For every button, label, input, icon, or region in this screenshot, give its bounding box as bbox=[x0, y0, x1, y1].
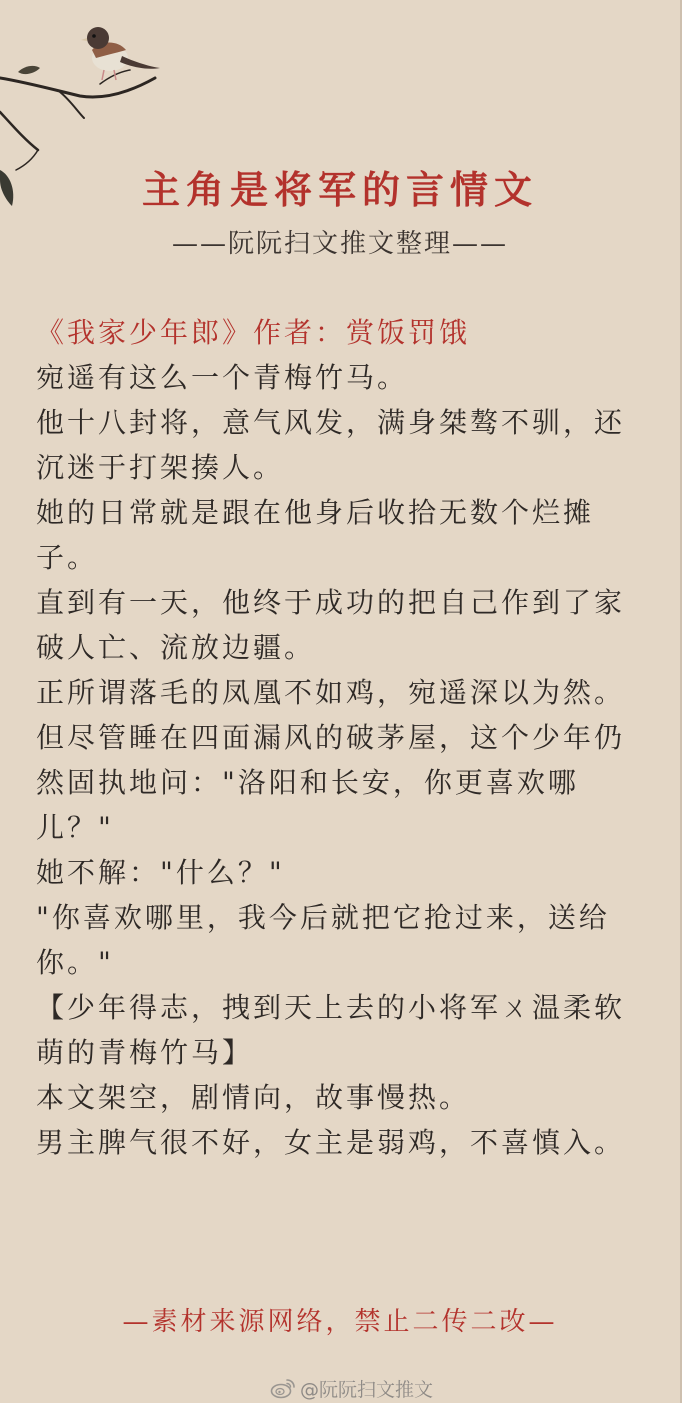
synopsis-paragraph-5: 正所谓落毛的凤凰不如鸡，宛遥深以为然。 bbox=[36, 676, 626, 709]
page-title: 主角是将军的言情文 bbox=[141, 167, 538, 212]
book-recommendation bbox=[36, 310, 654, 1165]
watermark-handle: @阮阮扫文推文 bbox=[300, 1378, 434, 1401]
weibo-icon bbox=[270, 1377, 296, 1399]
book-title-line: 《我家少年郎》作者：赏饭罚饿 bbox=[36, 316, 471, 349]
synopsis-paragraph-4: 直到有一天，他终于成功的把自己作到了家破人亡、流放边疆。 bbox=[36, 586, 626, 664]
synopsis-paragraph-6: 但尽管睡在四面漏风的破茅屋，这个少年仍然固执地问："洛阳和长安，你更喜欢哪儿？" bbox=[36, 721, 626, 844]
source-note: —素材来源网络，禁止二传二改— bbox=[122, 1307, 558, 1337]
synopsis-paragraph-11: 男主脾气很不好，女主是弱鸡，不喜慎入。 bbox=[36, 1126, 626, 1159]
branch bbox=[0, 70, 155, 170]
synopsis-paragraph-1: 宛遥有这么一个青梅竹马。 bbox=[36, 361, 409, 394]
weibo-watermark bbox=[270, 1374, 433, 1402]
synopsis-paragraph-3: 她的日常就是跟在他身后收拾无数个烂摊子。 bbox=[36, 496, 595, 574]
synopsis-paragraph-10: 本文架空，剧情向，故事慢热。 bbox=[36, 1081, 471, 1114]
leaf-small bbox=[18, 66, 40, 74]
synopsis-paragraph-7: 她不解："什么？" bbox=[36, 856, 285, 889]
right-edge-border bbox=[680, 0, 690, 1403]
synopsis-paragraph-9: 【少年得志，拽到天上去的小将军ㄨ温柔软萌的青梅竹马】 bbox=[36, 991, 626, 1069]
synopsis-paragraph-2: 他十八封将，意气风发，满身桀骜不驯，还沉迷于打架揍人。 bbox=[36, 406, 626, 484]
page-subtitle: ——阮阮扫文推文整理—— bbox=[171, 229, 508, 259]
synopsis-paragraph-8: "你喜欢哪里，我今后就把它抢过来，送给你。" bbox=[36, 901, 610, 979]
